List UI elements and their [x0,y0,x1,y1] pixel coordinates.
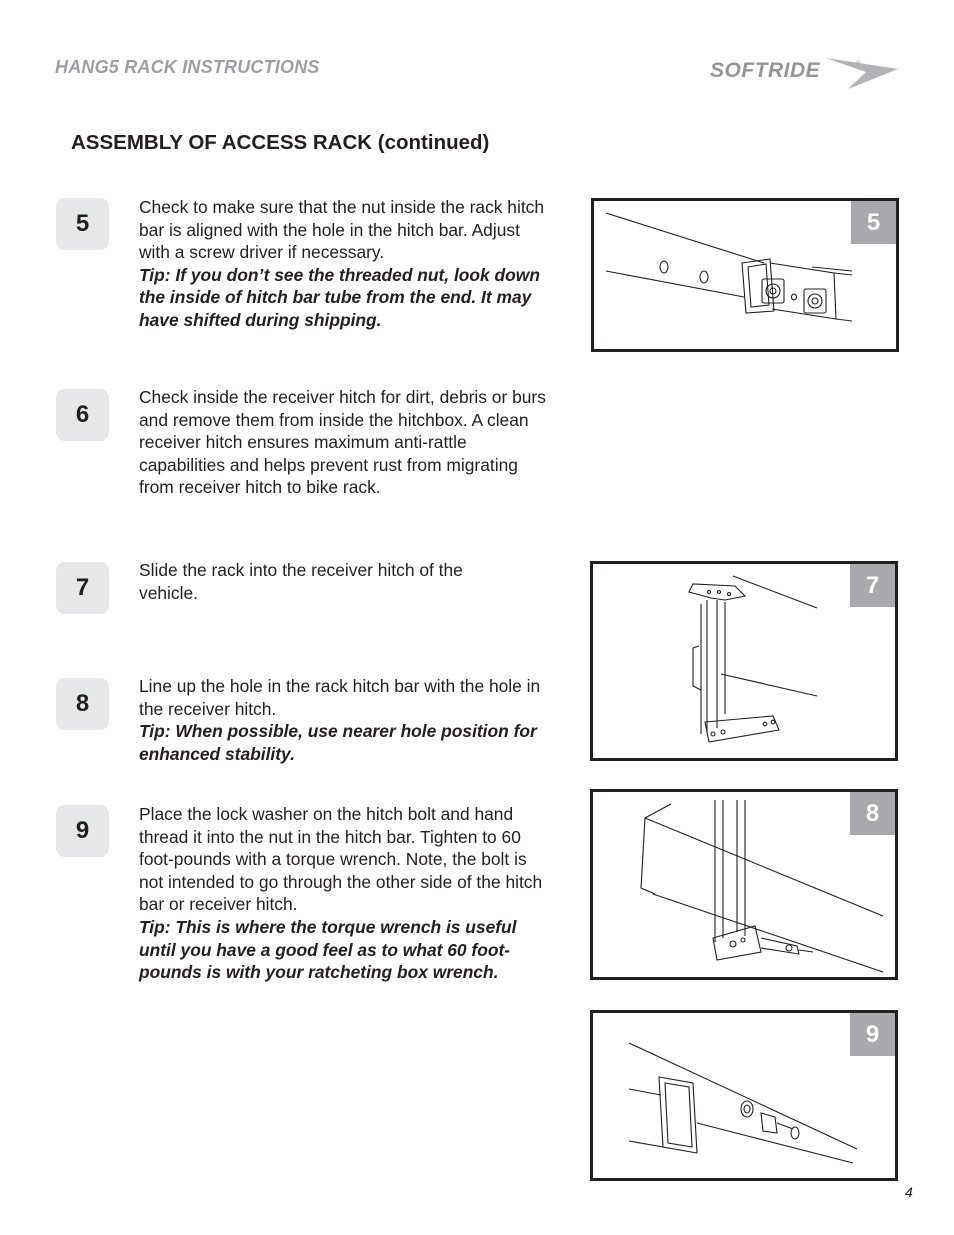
figure-8-number: 8 [850,792,895,835]
step-6-text: Check inside the receiver hitch for dirt, debris or burs and remove them from inside the hitchbox. A clean receiver hitch ensures maximum anti-rattle capabilities and helps prevent rust from migrating from receiver hitch to bike rack. [139,387,546,498]
softride-logo [706,52,900,92]
svg-text:SOFTRIDE: SOFTRIDE [710,59,821,82]
svg-text:®: ® [856,61,861,67]
step-9-tip: Tip: This is where the torque wrench is useful until you have a good feel as to what 60 foot-pounds is with your ratcheting box wrench. [139,916,517,983]
step-badge-6: 6 [56,389,109,441]
figure-5-number: 5 [851,201,896,244]
figure-7-number: 7 [850,564,895,607]
step-badge-5: 5 [56,198,109,250]
step-badge-8: 8 [56,678,109,730]
step-5-text: Check to make sure that the nut inside the rack hitch bar is aligned with the hole in the hitch bar. Adjust with a screw driver if necessary. [139,197,545,263]
step-badge-9: 9 [56,805,109,857]
step-8-tip: Tip: When possible, use nearer hole position for enhanced stability. [139,721,537,764]
figure-5 [591,198,899,352]
step-5-tip: Tip: If you don’t see the threaded nut, look down the inside of hitch bar tube from the end. It may have shifted during shipping. [139,264,540,330]
step-7-text: Slide the rack into the receiver hitch of the vehicle. [139,560,463,603]
step-9-instructions [139,803,549,984]
figure-7 [590,561,898,761]
step-8-text: Line up the hole in the rack hitch bar with the hole in the receiver hitch. [139,676,541,719]
step-8-instructions [139,675,549,765]
figure-9-number: 9 [850,1013,895,1056]
step-badge-7: 7 [56,562,109,614]
header-title: HANG5 RACK INSTRUCTIONS [55,57,320,77]
step-9-text: Place the lock washer on the hitch bolt and hand thread it into the nut in the hitch bar. Tighten to 60 foot-pounds with a torque wrench. Note, the bolt is not intended to go through the other side of the hitch bar or receiver hitch. [139,804,543,915]
step-5-instructions [139,196,549,332]
step-7-instructions [139,559,474,604]
figure-9 [590,1010,898,1181]
step-6-instructions [139,386,549,499]
figure-8 [590,789,898,980]
page-number: 4 [905,1184,913,1200]
section-title: ASSEMBLY OF ACCESS RACK (continued) [71,131,490,154]
